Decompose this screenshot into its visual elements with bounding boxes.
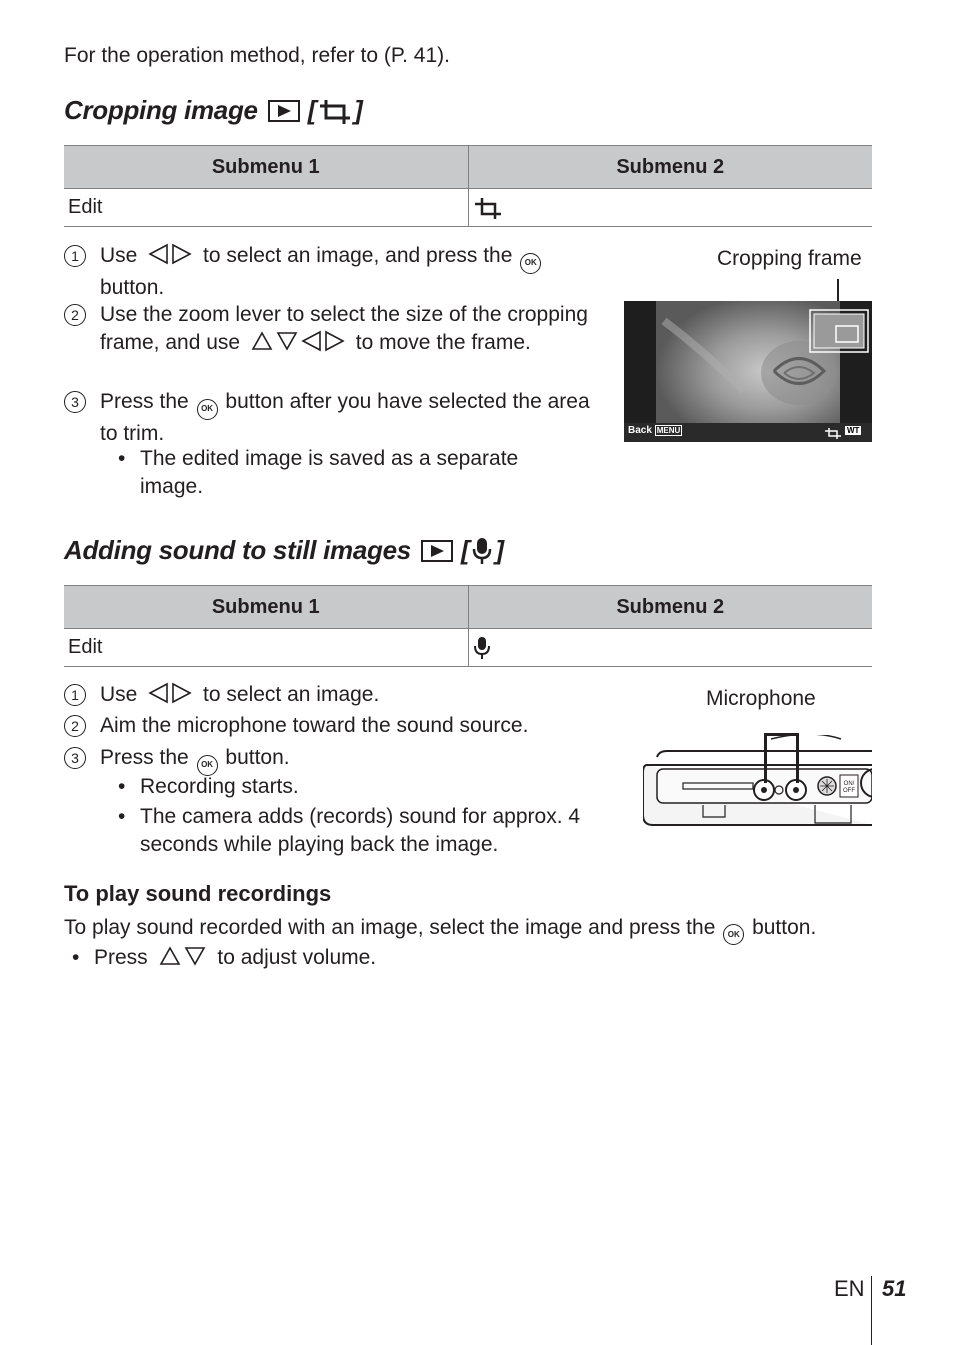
left-right-arrows-icon — [147, 682, 193, 712]
intro-text: For the operation method, refer to (P. 41). — [64, 44, 450, 67]
crop-submenu-table — [64, 145, 872, 227]
microphone-label: Microphone — [706, 687, 816, 710]
footer-divider — [871, 1276, 872, 1345]
crop-icon — [824, 426, 842, 442]
table-header: Submenu 2 — [468, 586, 872, 629]
page-number: 51 — [882, 1276, 907, 1301]
callout-bracket — [764, 733, 798, 736]
crop-step-1: 1 Use to select an image, and press the OK button. — [64, 242, 600, 302]
table-header: Submenu 1 — [64, 146, 468, 189]
rose-photo — [624, 301, 872, 442]
svg-text:OFF: OFF — [843, 788, 855, 794]
table-cell: Edit — [64, 629, 468, 667]
cropping-frame-label: Cropping frame — [717, 247, 862, 270]
playback-text: To play sound recorded with an image, select the image and press the OK button. — [64, 916, 816, 945]
ok-button-icon: OK — [197, 399, 218, 420]
language-label: EN — [834, 1276, 865, 1301]
subheading-play-sound: To play sound recordings — [64, 881, 332, 906]
sound-step-3: 3 Press the OK button. — [64, 744, 600, 776]
callout-line — [796, 733, 799, 783]
table-header: Submenu 1 — [64, 586, 468, 629]
wt-badge: WT — [847, 426, 860, 435]
crop-bullet: • The edited image is saved as a separate image. — [118, 447, 519, 498]
sound-step-1: 1 Use to select an image. — [64, 681, 600, 712]
camera-top-illustration — [643, 735, 872, 830]
section-title-crop: Cropping image — [64, 95, 258, 125]
svg-text:ON/: ON/ — [843, 781, 855, 787]
callout-line — [764, 733, 767, 783]
ok-button-icon: OK — [197, 755, 218, 776]
microphone-icon — [471, 537, 493, 565]
left-right-arrows-icon — [147, 243, 193, 273]
microphone-icon — [473, 636, 491, 658]
section-heading-crop: Cropping image [ ] — [64, 95, 363, 125]
table-cell-icon — [468, 629, 872, 667]
table-cell-icon — [468, 189, 872, 227]
sound-bullet: • Recording starts. — [118, 775, 299, 798]
camera-screen — [624, 301, 872, 442]
sound-step-2: 2 Aim the microphone toward the sound source. — [64, 712, 600, 740]
sound-bullet: • The camera adds (records) sound for approx. 4 seconds while playing back the image. — [118, 805, 581, 856]
table-cell: Edit — [64, 189, 468, 227]
crop-step-3: 3 Press the OK button after you have selected the area to trim. — [64, 388, 600, 448]
section-title-sound: Adding sound to still images — [64, 535, 411, 565]
playback-bullet: • Press to adjust volume. — [72, 945, 376, 973]
playback-mode-icon — [268, 100, 300, 122]
crop-icon — [473, 196, 503, 218]
ok-button-icon: OK — [723, 924, 744, 945]
crop-icon — [318, 98, 352, 124]
back-label: Back MENU — [628, 425, 681, 436]
table-header: Submenu 2 — [468, 146, 872, 189]
four-way-arrows-icon — [250, 330, 346, 360]
up-down-arrows-icon — [158, 945, 208, 973]
sound-submenu-table — [64, 585, 872, 667]
playback-mode-icon — [421, 540, 453, 562]
section-heading-sound: Adding sound to still images [ ] — [64, 535, 504, 565]
ok-button-icon: OK — [520, 253, 541, 274]
crop-step-2: 2 Use the zoom lever to select the size of the cropping frame, and use to move the frame. — [64, 301, 590, 360]
menu-badge: MENU — [656, 426, 681, 435]
